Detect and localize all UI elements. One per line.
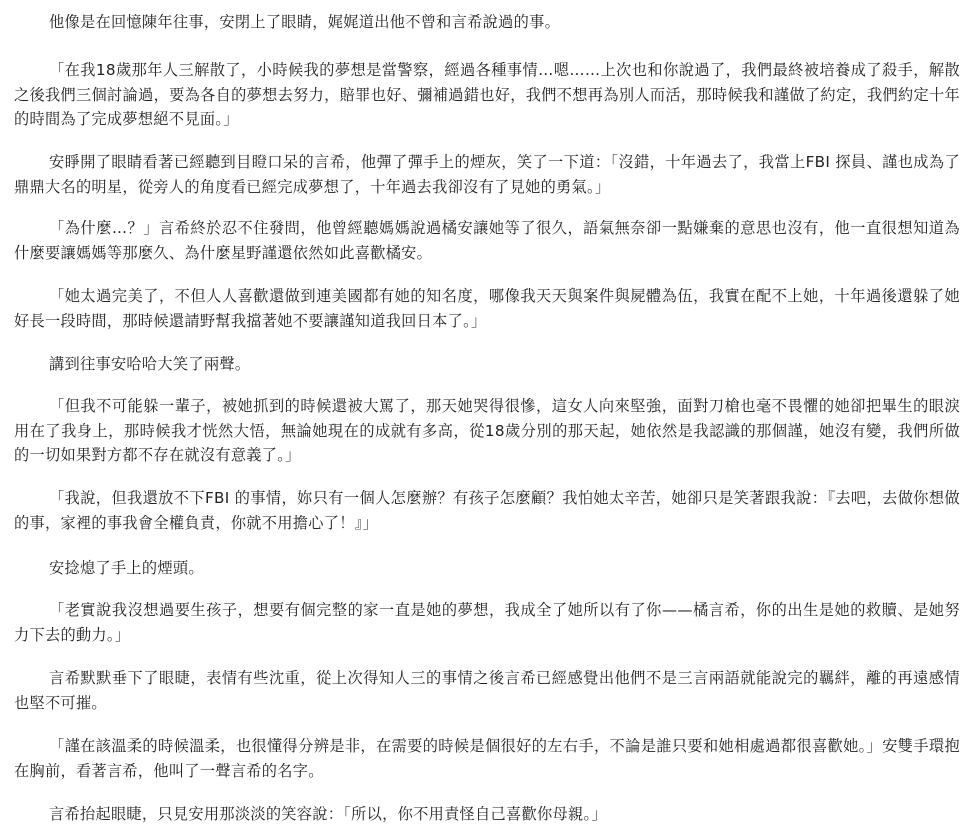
paragraph-3: 安睜開了眼睛看著已經聽到目瞪口呆的言希，他彈了彈手上的煙灰，笑了一下道：「沒錯，十年過去了，我當上FBI 探員、謹也成為了鼎鼎大名的明星，從旁人的角度看已經完成夢想了，十年過去我卻沒有了見她的勇氣。」 bbox=[14, 153, 960, 196]
paragraph-12: 「謹在該溫柔的時候溫柔，也很懂得分辨是非，在需要的時候是個很好的左右手，不論是誰只要和她相處過都很喜歡她。」安雙手環抱在胸前，看著言希，他叫了一聲言希的名字。 bbox=[14, 737, 960, 780]
paragraph-7: 「但我不可能躲一輩子，被她抓到的時候還被大罵了，那天她哭得很慘，這女人向來堅強，面對刀槍也毫不畏懼的她卻把畢生的眼淚用在了我身上，那時候我才恍然大悟，無論她現在的成就有多高，從18歲分別的那天起，她依然是我認識的那個謹，她沒有變，我們所做的一切如果對方都不存在就沒有意義了。」 bbox=[14, 397, 960, 464]
paragraph-5: 「她太過完美了，不但人人喜歡還做到連美國都有她的知名度，哪像我天天與案件與屍體為伍，我實在配不上她，十年過後還躲了她好長一段時間，那時候還請野幫我擋著她不要讓謹知道我回日本了。」 bbox=[14, 287, 960, 330]
paragraph-10: 「老實說我沒想過要生孩子，想要有個完整的家一直是她的夢想，我成全了她所以有了你——橘言希，你的出生是她的救贖、是她努力下去的動力。」 bbox=[14, 601, 960, 644]
paragraph-1: 他像是在回憶陳年往事，安閉上了眼睛，娓娓道出他不曾和言希說過的事。 bbox=[49, 13, 561, 31]
paragraph-4: 「為什麼…？」言希終於忍不住發問，他曾經聽媽媽說過橘安讓她等了很久，語氣無奈卻一點嫌棄的意思也沒有，他一直很想知道為什麼要讓媽媽等那麼久、為什麼星野謹還依然如此喜歡橘安。 bbox=[14, 219, 960, 262]
paragraph-6: 講到往事安哈哈大笑了兩聲。 bbox=[49, 355, 251, 373]
paragraph-13: 言希抬起眼睫，只見安用那淡淡的笑容說：「所以，你不用責怪自己喜歡你母親。」 bbox=[49, 805, 607, 823]
paragraph-9: 安捻熄了手上的煙頭。 bbox=[49, 559, 204, 577]
paragraph-11: 言希默默垂下了眼睫，表情有些沈重，從上次得知人三的事情之後言希已經感覺出他們不是三言兩語就能說完的羈絆，離的再遠感情也堅不可摧。 bbox=[14, 669, 960, 712]
paragraph-8: 「我說，但我還放不下FBI 的事情，妳只有一個人怎麼辦？有孩子怎麼顧？我怕她太辛苦，她卻只是笑著跟我說：『去吧，去做你想做的事，家裡的事我會全權負責，你就不用擔心了！』」 bbox=[14, 489, 960, 532]
paragraph-2: 「在我18歲那年人三解散了，小時候我的夢想是當警察，經過各種事情…嗯……上次也和你說過了，我們最終被培養成了殺手，解散之後我們三個討論過，要為各自的夢想去努力，賠罪也好、彌補過錯也好，我們不想再為別人而活，那時候我和謹做了約定，我們約定十年的時間為了完成夢想絕不見面。」 bbox=[14, 61, 960, 128]
